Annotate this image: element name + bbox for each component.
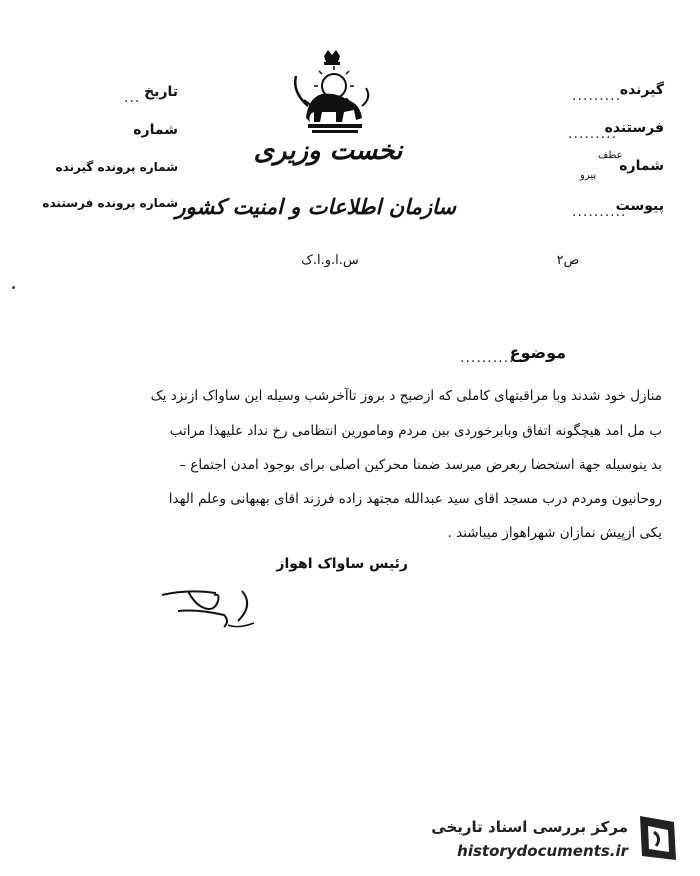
page-reference: ص۲	[556, 253, 580, 268]
body-line-3: بد ینوسیله جهة استحضا ربعرض میرسد ضمنا محرکین اصلی برای بوجود امدن اجتماع –	[179, 457, 662, 473]
archive-name: مرکز بررسی اسناد تاریخی	[431, 818, 628, 836]
atf-label: عطف	[598, 150, 623, 161]
body-line-4: روحانیون ومردم درب مسجد اقای سید عبدالله مجتهد زاده فرزند اقای بهبهانی وعلم الهدا	[168, 491, 662, 507]
sender-dots: .........	[568, 126, 618, 142]
recipient-file-no-label: شماره پرونده گیرنده	[55, 160, 178, 174]
archive-url: historydocuments.ir	[457, 842, 628, 860]
archive-footer	[420, 812, 690, 868]
title-savak: سازمان اطلاعات و امنیت کشور	[175, 194, 456, 219]
recipient-dots: .........	[572, 88, 622, 104]
signatory-title: رئیس ساواک اهواز	[276, 556, 408, 572]
body-line-2: ب مل امد هیچگونه اتفاق وبابرخوردی بین مردم ومامورین انتظامی رخ نداد علیهذا مراتب	[169, 423, 662, 439]
subject-label: موضوع	[509, 343, 566, 362]
title-prime-ministry: نخست وزیری	[253, 136, 403, 166]
date-label: تاریخ	[144, 84, 178, 100]
lion-and-sun-emblem-icon	[286, 48, 378, 140]
sender-file-no-label: شماره پرونده فرستنده	[42, 196, 178, 210]
attachment-dots: ..........	[572, 204, 627, 220]
number-label-right: شماره	[619, 158, 664, 174]
number-label-left: شماره	[133, 122, 178, 138]
attachment-label: پیوست	[615, 198, 664, 214]
handwritten-signature	[158, 585, 268, 635]
recipient-label: گیرنده	[619, 82, 664, 98]
sender-label: فرستنده	[604, 120, 664, 136]
body-line-5: یکی ازپیش نمازان شهراهواز میباشند .	[447, 525, 662, 541]
body-line-1: منازل خود شدند وبا مراقبتهای کاملی که ازصبح د بروز تاآخرشب وسیله این ساواک ازنزد یک	[150, 388, 662, 404]
organization-code: س.ا.و.ا.ک	[301, 253, 359, 268]
margin-mark	[12, 286, 15, 289]
archive-logo-icon	[634, 812, 682, 866]
subject-dots: ..........	[460, 350, 515, 366]
date-dots: ...	[124, 90, 141, 106]
peyro-label: پیرو	[580, 170, 597, 181]
